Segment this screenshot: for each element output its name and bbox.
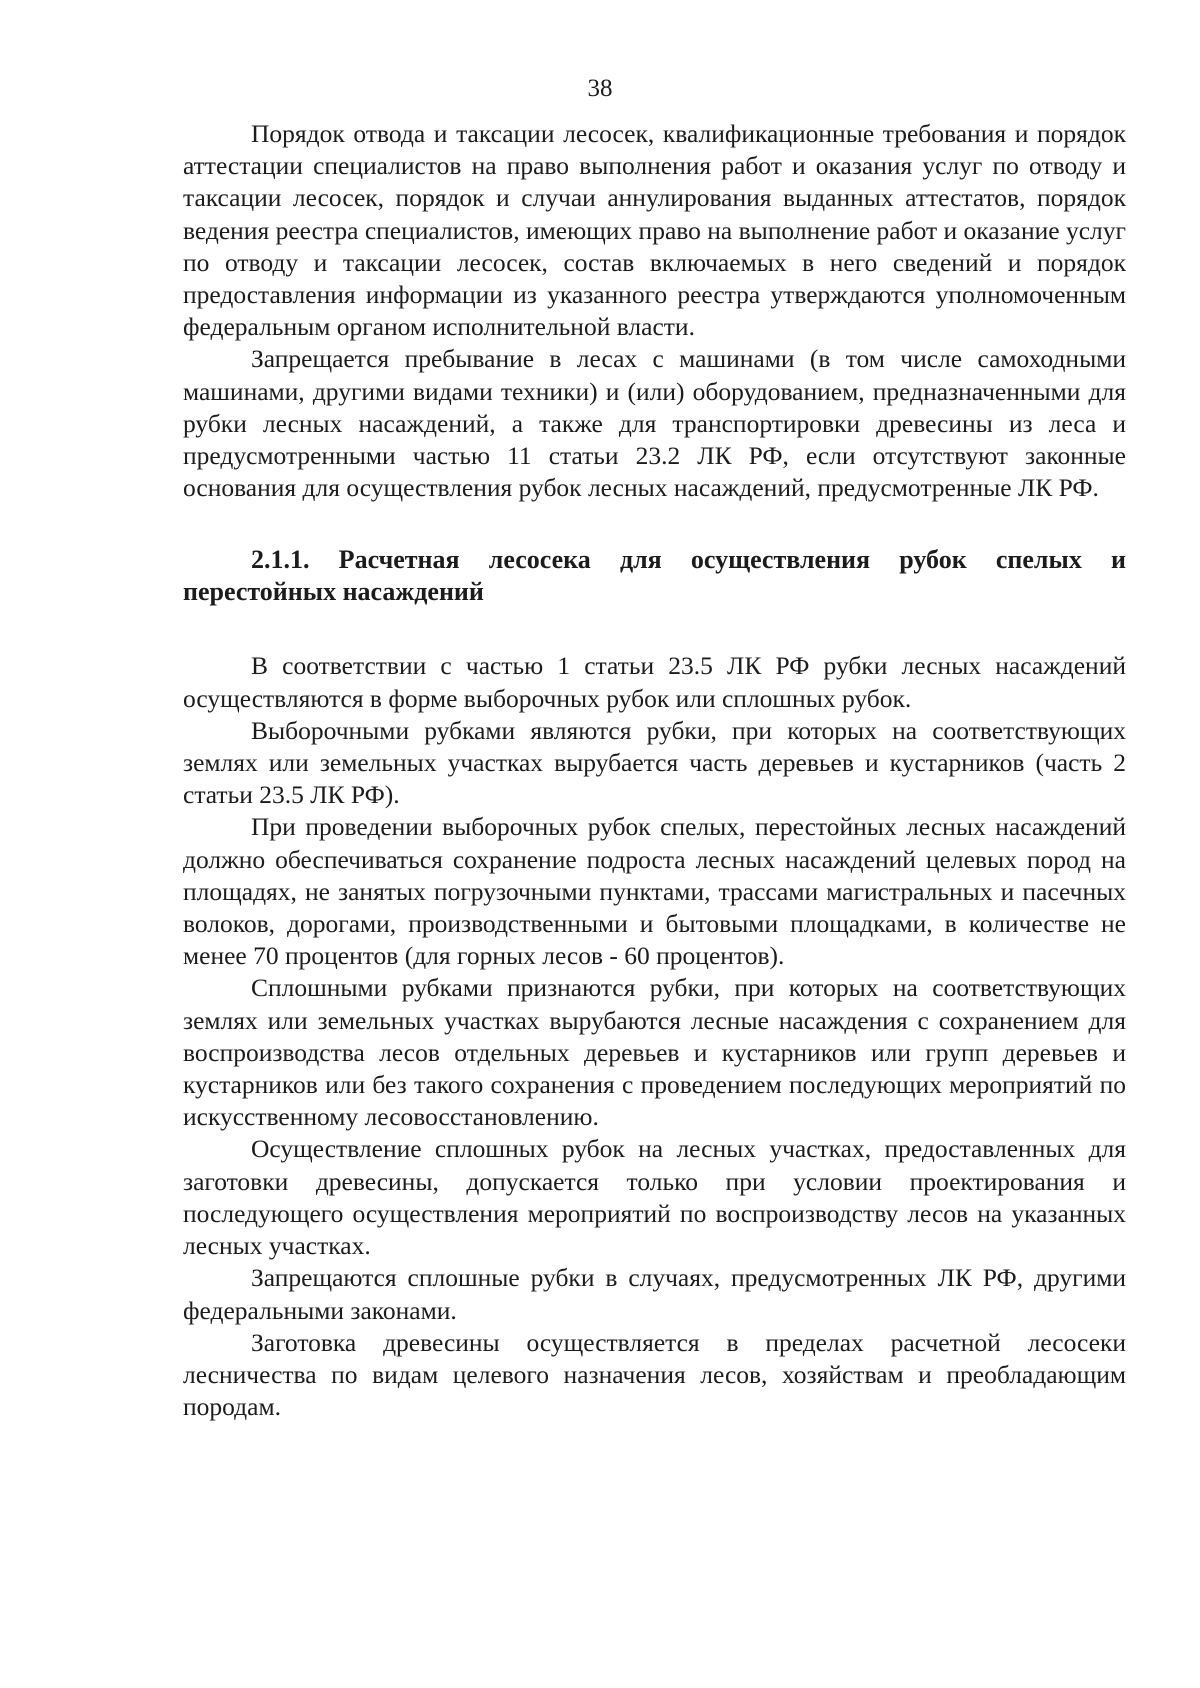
page-number: 38	[587, 75, 613, 102]
section-heading: 2.1.1. Расчетная лесосека для осуществления рубок спелых и перестойных насаждений	[183, 545, 1126, 607]
paragraph-vyborochnye-rubki: Выборочными рубками являются рубки, при которых на соответствующих землях или земельных участках вырубается часть деревьев и кустарников (часть 2 статьи 23.5 ЛК РФ).	[183, 715, 1126, 810]
paragraph-sploshnye-rubki: Сплошными рубками признаются рубки, при которых на соответствующих землях или земельных участках вырубаются лесные насаждения с сохранением для воспроизводства лесов отдельных деревьев и кустарников или групп деревьев и кустарников или без такого сохранения с проведением последующих мероприятий по искусственному лесовосстановлению.	[183, 973, 1126, 1132]
paragraph-zapret-sploshnykh-rubok: Запрещаются сплошные рубки в случаях, предусмотренных ЛК РФ, другими федеральными законами.	[183, 1263, 1126, 1325]
paragraph-lesosek-otvod: Порядок отвода и таксации лесосек, квалификационные требования и порядок аттестации специалистов на право выполнения работ и оказания услуг по отводу и таксации лесосек, порядок и случаи аннулирования выданных аттестатов, порядок ведения реестра специалистов, имеющих право на выполнение работ и оказание услуг по отводу и таксации лесосек, состав включаемых в него сведений и порядок предоставления информации из указанного реестра утверждаются уполномоченным федеральным органом исполнительной власти.	[183, 119, 1126, 342]
paragraph-usloviya-sploshnykh-rubok: Осуществление сплошных рубок на лесных участках, предоставленных для заготовки древесины, допускается только при условии проектирования и последующего осуществления мероприятий по воспроизводству лесов на указанных лесных участках.	[183, 1134, 1126, 1261]
paragraph-formy-rubok: В соответствии с частью 1 статьи 23.5 ЛК РФ рубки лесных насаждений осуществляются в форме выборочных рубок или сплошных рубок.	[183, 651, 1126, 713]
page-body	[183, 118, 1126, 1423]
paragraph-zapreshchaetsya-prebyvanie: Запрещается пребывание в лесах с машинами (в том числе самоходными машинами, другими видами техники) и (или) оборудованием, предназначенными для рубки лесных насаждений, а также для транспортировки древесины из леса и предусмотренными частью 11 статьи 23.2 ЛК РФ, если отсутствуют законные основания для осуществления рубок лесных насаждений, предусмотренные ЛК РФ.	[183, 344, 1126, 503]
paragraph-sokhranenie-podrosta: При проведении выборочных рубок спелых, перестойных лесных насаждений должно обеспечиваться сохранение подроста лесных насаждений целевых пород на площадях, не занятых погрузочными пунктами, трассами магистральных и пасечных волоков, дорогами, производственными и бытовыми площадками, в количестве не менее 70 процентов (для горных лесов - 60 процентов).	[183, 812, 1126, 971]
paragraph-zagotovka-drevesiny: Заготовка древесины осуществляется в пределах расчетной лесосеки лесничества по видам целевого назначения лесов, хозяйствам и преобладающим породам.	[183, 1327, 1126, 1422]
